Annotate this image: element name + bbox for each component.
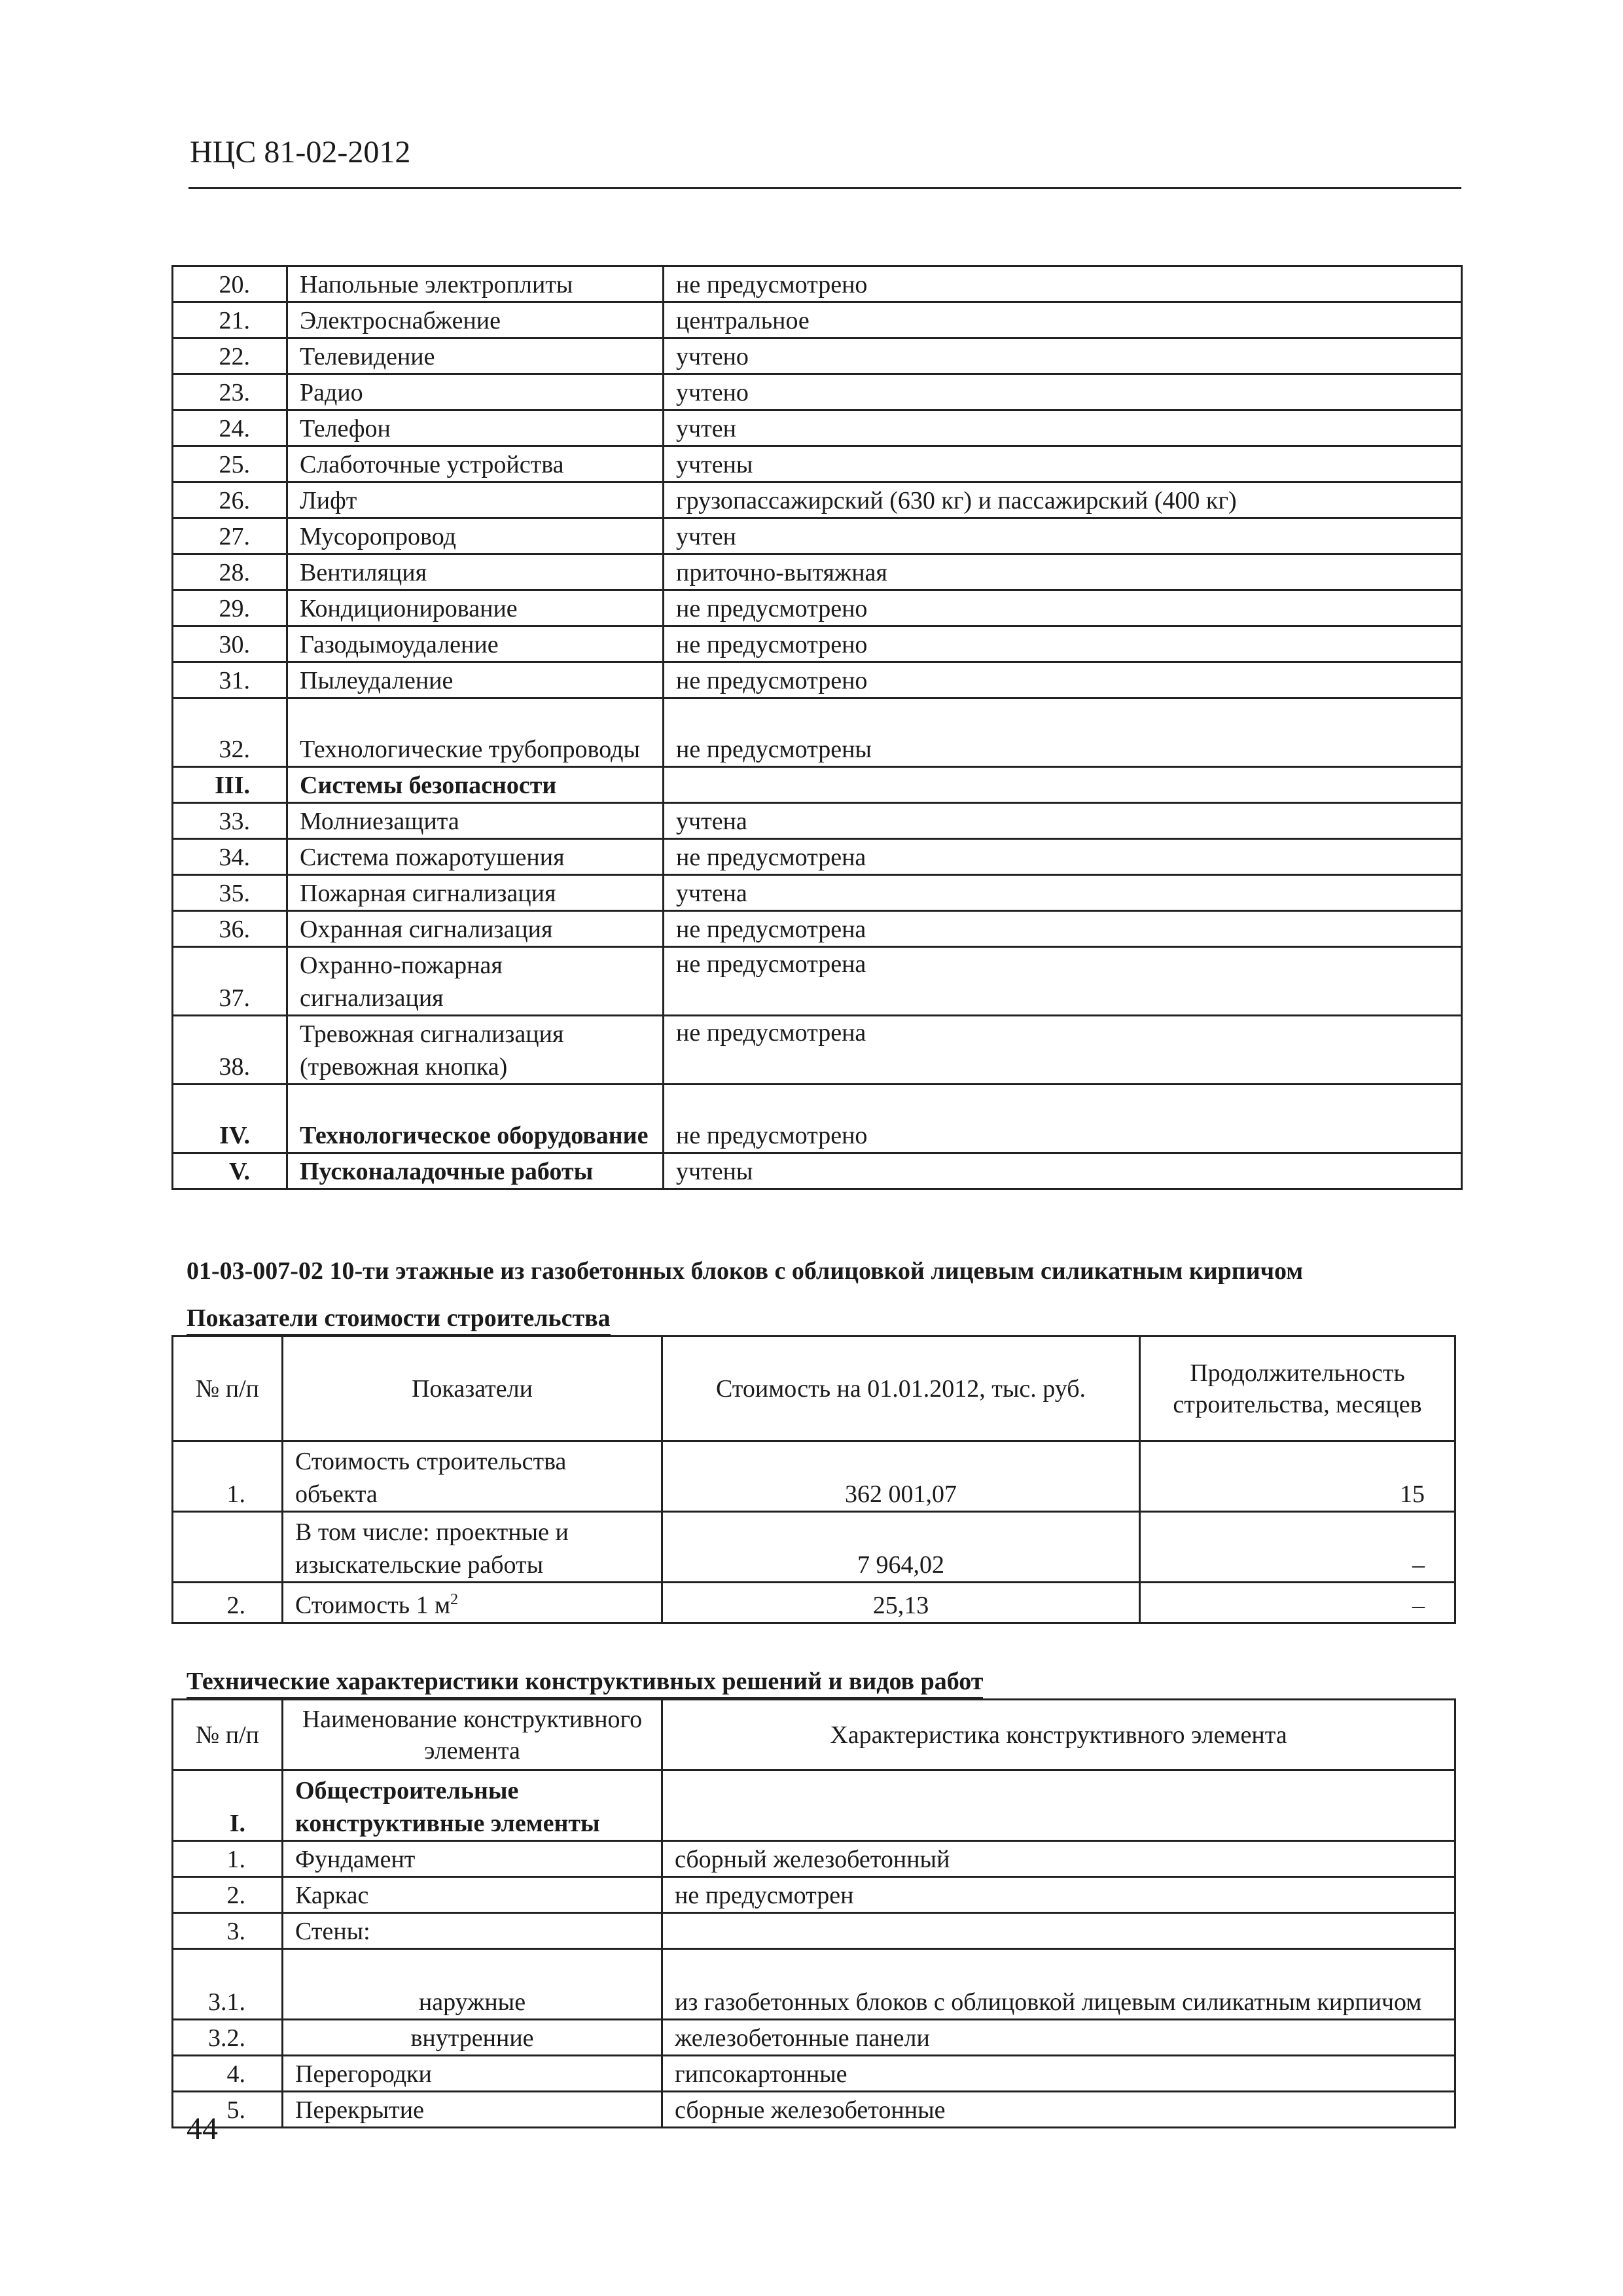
table-row (173, 2056, 1455, 2092)
square-meter-superscript: 2 (450, 1591, 459, 1608)
row-element: Общестроительные конструктивные элементы (283, 1770, 662, 1841)
row-name: Технологическое оборудование (287, 1085, 664, 1153)
header-row (173, 1700, 1455, 1770)
row-number (173, 1512, 283, 1583)
section-row (173, 1153, 1462, 1189)
row-number: 3.1. (173, 1949, 283, 2020)
row-number: 35. (173, 875, 287, 911)
section-title: 01-03-007-02 10-ти этажные из газобетонных блоков с облицовкой лицевым силикатным кирпичом (187, 1257, 1304, 1285)
row-name: Мусоропровод (287, 518, 664, 554)
row-name: Телевидение (287, 338, 664, 374)
row-name: Газодымоудаление (287, 626, 664, 662)
page-number: 44 (187, 2111, 218, 2146)
row-number: 21. (173, 302, 287, 338)
row-name: Напольные электроплиты (287, 266, 664, 302)
table-row (173, 518, 1462, 554)
row-value: учтена (664, 875, 1462, 911)
row-name: Пожарная сигнализация (287, 875, 664, 911)
row-number: 24. (173, 410, 287, 446)
systems-table (171, 265, 1463, 1190)
column-header-element: Наименование конструктивного элемента (283, 1700, 662, 1770)
row-number: 20. (173, 266, 287, 302)
table-row (173, 2092, 1455, 2128)
row-value: не предусмотрена (664, 947, 1462, 1016)
row-element: Стены: (283, 1913, 662, 1949)
row-element: Фундамент (283, 1841, 662, 1877)
table-row (173, 2020, 1455, 2056)
row-value: грузопассажирский (630 кг) и пассажирский (400 кг) (664, 482, 1462, 518)
column-header-duration: Продолжительность строительства, месяцев (1140, 1336, 1455, 1441)
table-row (173, 554, 1462, 590)
row-duration: 15 (1140, 1441, 1455, 1512)
table-row (173, 302, 1462, 338)
row-value: не предусмотрена (664, 1016, 1462, 1085)
row-value: сборный железобетонный (662, 1841, 1455, 1877)
row-number: 1. (173, 1841, 283, 1877)
row-name: Системы безопасности (287, 767, 664, 803)
row-value: не предусмотрено (664, 590, 1462, 626)
section-row (173, 767, 1462, 803)
table-row (173, 1877, 1455, 1913)
table-row (173, 338, 1462, 374)
row-name: Лифт (287, 482, 664, 518)
row-number: 22. (173, 338, 287, 374)
row-value: не предусмотрено (664, 1085, 1462, 1153)
row-value: не предусмотрена (664, 911, 1462, 947)
row-element: наружные (283, 1949, 662, 2020)
row-name: Пусконаладочные работы (287, 1153, 664, 1189)
row-name: Телефон (287, 410, 664, 446)
table-row (173, 374, 1462, 410)
table-row (173, 446, 1462, 482)
row-value: учтен (664, 518, 1462, 554)
row-number: 36. (173, 911, 287, 947)
row-value (662, 1913, 1455, 1949)
row-value: сборные железобетонные (662, 2092, 1455, 2128)
row-element: Перекрытие (283, 2092, 662, 2128)
table-row (173, 590, 1462, 626)
cost-indicators-table (171, 1335, 1456, 1624)
row-element: Перегородки (283, 2056, 662, 2092)
row-duration: – (1140, 1583, 1455, 1623)
row-number: 30. (173, 626, 287, 662)
table-row (173, 911, 1462, 947)
table-row (173, 626, 1462, 662)
row-number: 32. (173, 698, 287, 767)
row-cost: 7 964,02 (662, 1512, 1140, 1583)
row-value: учтено (664, 374, 1462, 410)
row-number: 1. (173, 1441, 283, 1512)
table-row (173, 698, 1462, 767)
table-row (173, 839, 1462, 875)
document-header: НЦС 81-02-2012 (190, 135, 411, 170)
row-name: Радио (287, 374, 664, 410)
row-number: 26. (173, 482, 287, 518)
row-number: 38. (173, 1016, 287, 1085)
row-cost: 25,13 (662, 1583, 1140, 1623)
row-indicator: Стоимость строительства объекта (283, 1441, 662, 1512)
row-value: не предусмотрено (664, 266, 1462, 302)
row-number: 33. (173, 803, 287, 839)
row-value: из газобетонных блоков с облицовкой лицевым силикатным кирпичом (662, 1949, 1455, 2020)
row-element: внутренние (283, 2020, 662, 2056)
table-row (173, 1512, 1455, 1583)
row-name: Кондиционирование (287, 590, 664, 626)
row-value: приточно-вытяжная (664, 554, 1462, 590)
table-row (173, 266, 1462, 302)
table-row (173, 482, 1462, 518)
row-value: железобетонные панели (662, 2020, 1455, 2056)
row-number: I. (173, 1770, 283, 1841)
column-header-indicator: Показатели (283, 1336, 662, 1441)
row-value: учтен (664, 410, 1462, 446)
table-row (173, 1841, 1455, 1877)
table-row (173, 662, 1462, 698)
row-indicator (283, 1583, 662, 1623)
row-value (664, 767, 1462, 803)
row-number: V. (173, 1153, 287, 1189)
row-number: 27. (173, 518, 287, 554)
row-number: 4. (173, 2056, 283, 2092)
row-value: не предусмотрена (664, 839, 1462, 875)
cost-indicators-heading: Показатели стоимости строительства (187, 1302, 611, 1336)
tech-characteristics-heading: Технические характеристики конструктивных решений и видов работ (187, 1666, 983, 1699)
row-element: Каркас (283, 1877, 662, 1913)
column-header-number: № п/п (173, 1700, 283, 1770)
row-indicator: В том числе: проектные и изыскательские работы (283, 1512, 662, 1583)
row-number: 23. (173, 374, 287, 410)
row-number: 3. (173, 1913, 283, 1949)
row-cost: 362 001,07 (662, 1441, 1140, 1512)
row-number: IV. (173, 1085, 287, 1153)
section-row (173, 1770, 1455, 1841)
table-row (173, 1913, 1455, 1949)
row-number: III. (173, 767, 287, 803)
row-name: Вентиляция (287, 554, 664, 590)
row-value: гипсокартонные (662, 2056, 1455, 2092)
row-name: Технологические трубопроводы (287, 698, 664, 767)
row-value: учтены (664, 1153, 1462, 1189)
row-value: не предусмотрено (664, 662, 1462, 698)
header-rule (188, 187, 1461, 189)
row-name: Охранно-пожарная сигнализация (287, 947, 664, 1016)
row-name: Слаботочные устройства (287, 446, 664, 482)
row-value: учтены (664, 446, 1462, 482)
row-name: Электроснабжение (287, 302, 664, 338)
table-row (173, 803, 1462, 839)
row-name: Охранная сигнализация (287, 911, 664, 947)
table-row (173, 1949, 1455, 2020)
row-value (662, 1770, 1455, 1841)
row-value: не предусмотрен (662, 1877, 1455, 1913)
row-number: 25. (173, 446, 287, 482)
section-row (173, 1085, 1462, 1153)
table-row (173, 410, 1462, 446)
column-header-cost: Стоимость на 01.01.2012, тыс. руб. (662, 1336, 1140, 1441)
table-row (173, 1441, 1455, 1512)
table-row (173, 1583, 1455, 1623)
row-number: 5. (173, 2092, 283, 2128)
row-value: учтена (664, 803, 1462, 839)
row-indicator-text: Стоимость 1 м (295, 1591, 451, 1619)
table-row (173, 947, 1462, 1016)
row-number: 34. (173, 839, 287, 875)
row-number: 31. (173, 662, 287, 698)
row-value: не предусмотрены (664, 698, 1462, 767)
row-number: 3.2. (173, 2020, 283, 2056)
column-header-characteristic: Характеристика конструктивного элемента (662, 1700, 1455, 1770)
row-number: 2. (173, 1583, 283, 1623)
row-name: Тревожная сигнализация (тревожная кнопка) (287, 1016, 664, 1085)
row-name: Молниезащита (287, 803, 664, 839)
row-number: 37. (173, 947, 287, 1016)
row-number: 28. (173, 554, 287, 590)
row-value: не предусмотрено (664, 626, 1462, 662)
row-value: центральное (664, 302, 1462, 338)
tech-characteristics-table (171, 1698, 1456, 2128)
header-row (173, 1336, 1455, 1441)
row-number: 29. (173, 590, 287, 626)
row-duration: – (1140, 1512, 1455, 1583)
table-row (173, 875, 1462, 911)
row-name: Пылеудаление (287, 662, 664, 698)
row-name: Система пожаротушения (287, 839, 664, 875)
row-number: 2. (173, 1877, 283, 1913)
column-header-number: № п/п (173, 1336, 283, 1441)
row-value: учтено (664, 338, 1462, 374)
table-row (173, 1016, 1462, 1085)
